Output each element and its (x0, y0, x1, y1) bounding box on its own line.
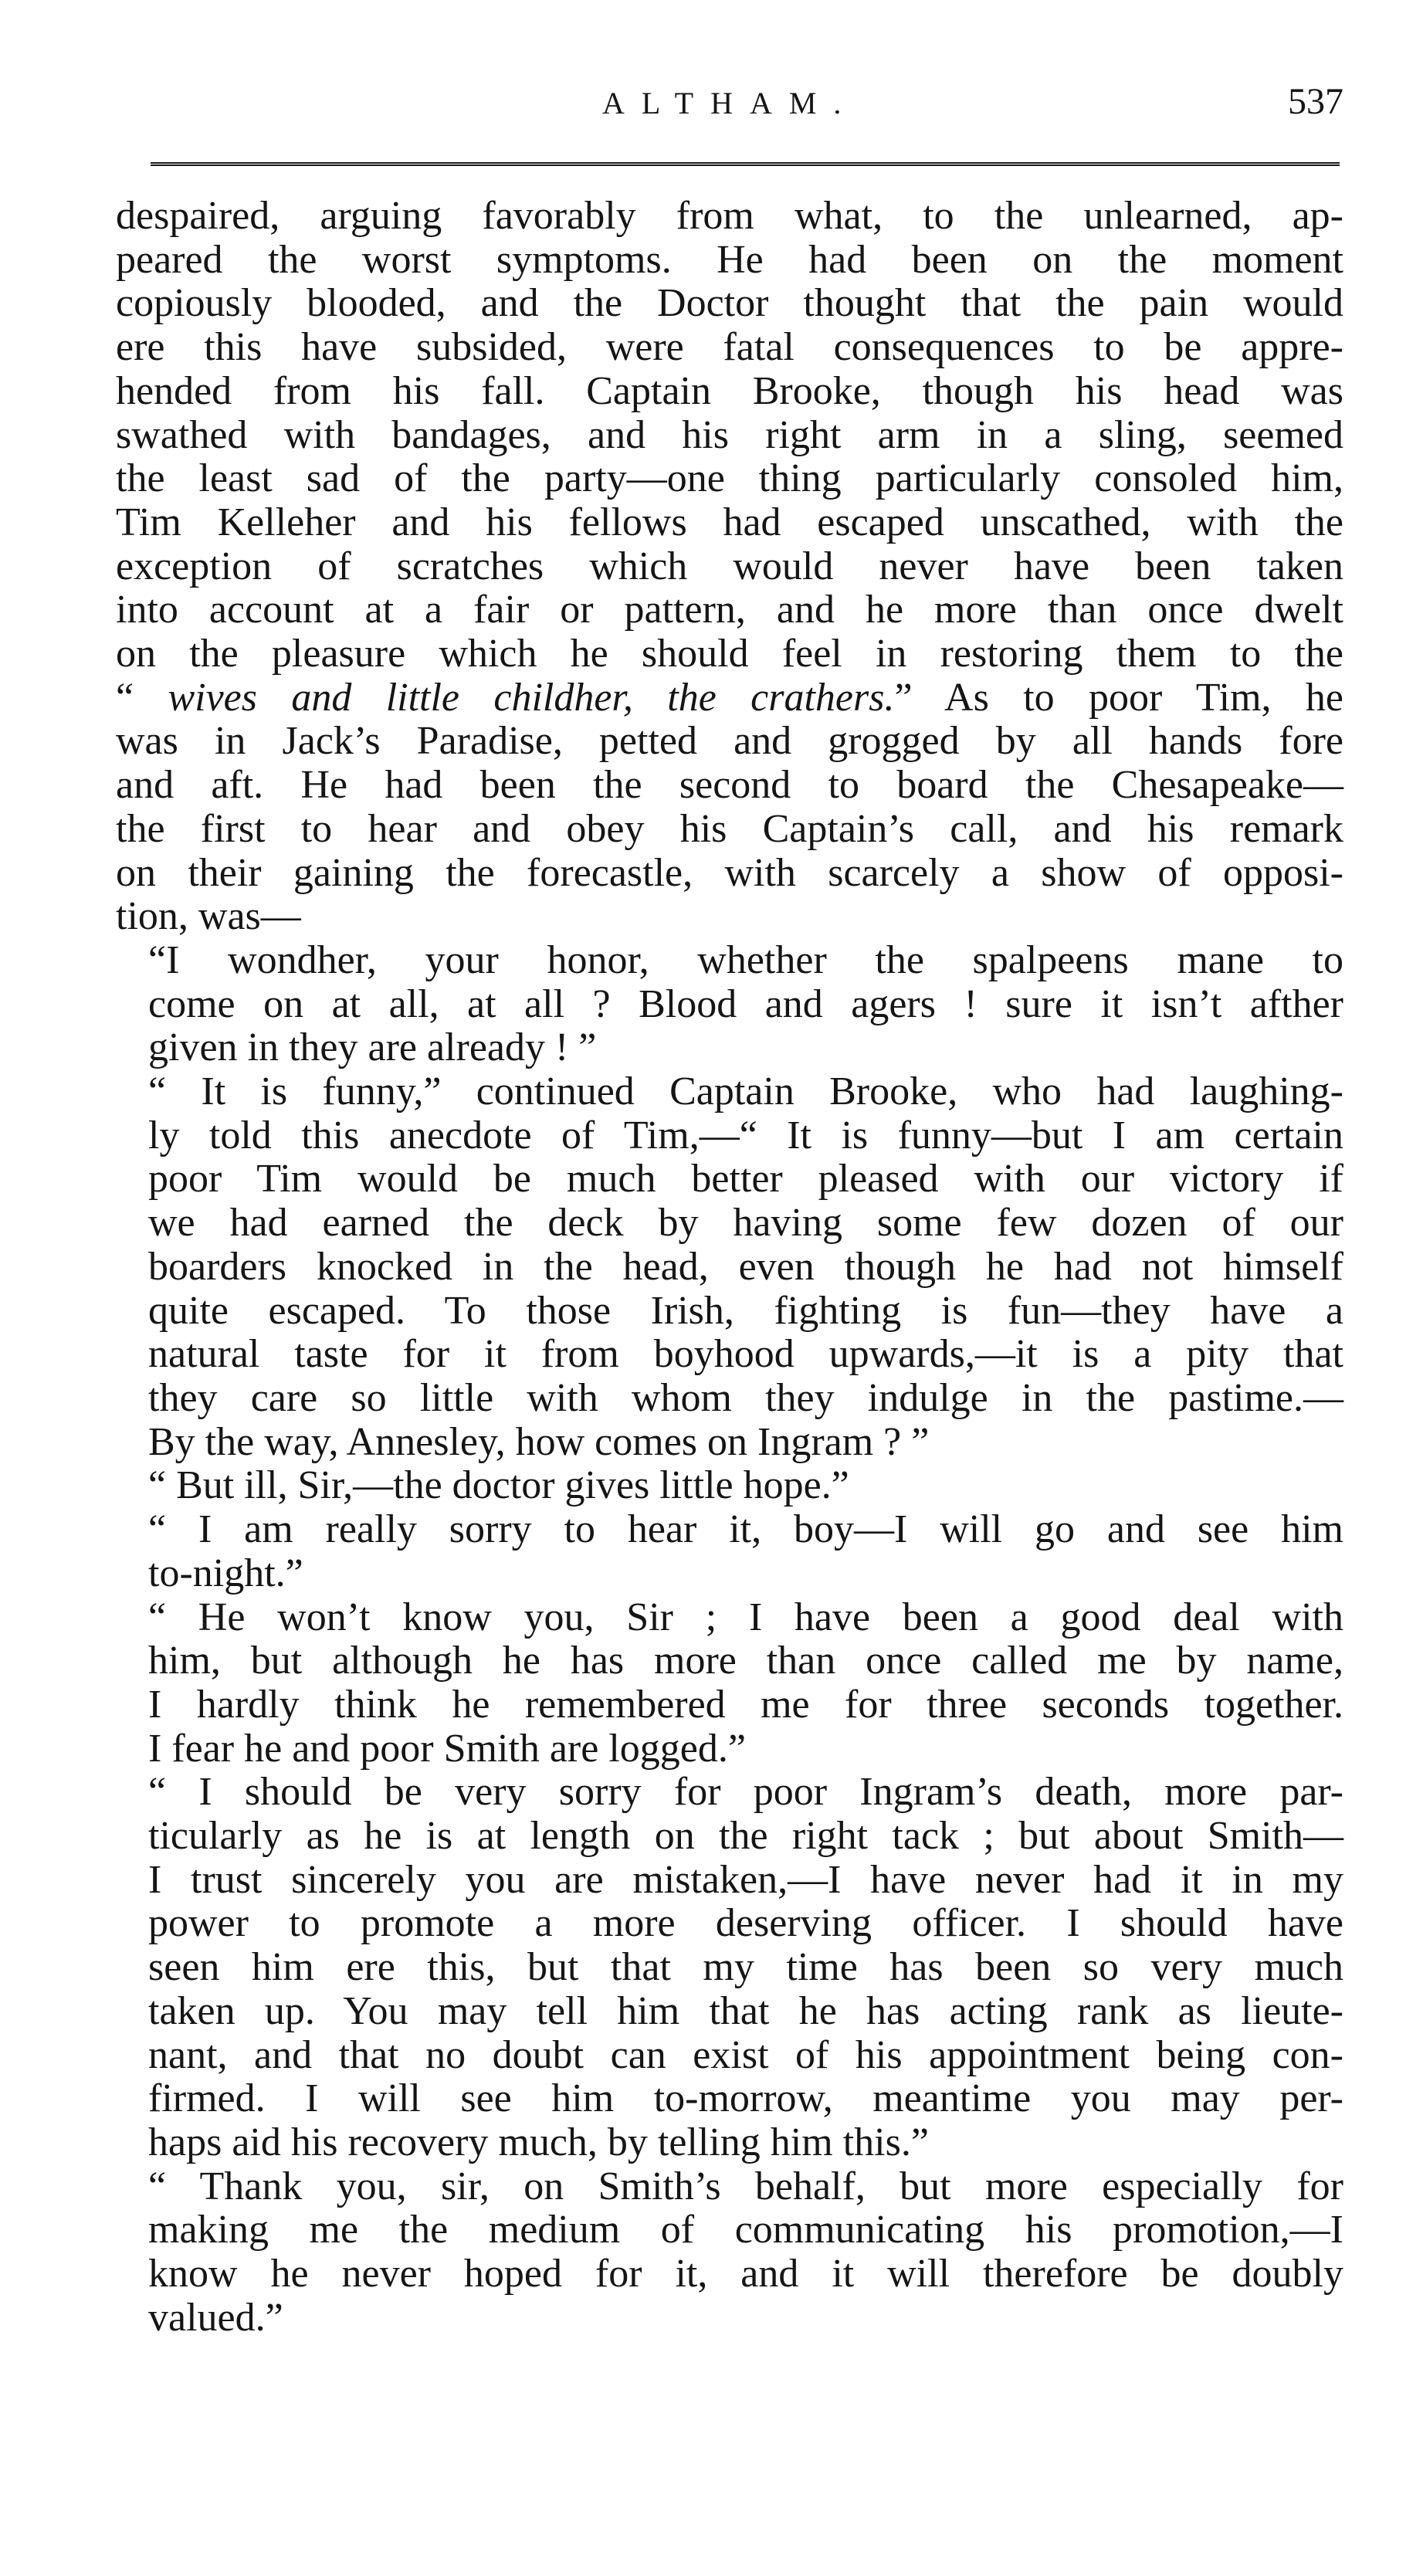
text-line: Tim Kelleher and his fellows had escaped unscathed, with the (116, 500, 1343, 544)
text-line: the first to hear and obey his Captain’s call, and his remark (116, 806, 1343, 851)
text-line: I fear he and poor Smith are logged.” (148, 1726, 746, 1771)
text-line: on their gaining the forecastle, with scarcely a show of opposi- (116, 850, 1343, 895)
text-line: peared the worst symptoms. He had been on the moment (116, 237, 1343, 282)
text-line: the least sad of the party—one thing particularly consoled him, (116, 456, 1343, 501)
text-line: ly told this anecdote of Tim,—“ It is funny—but I am certain (148, 1113, 1343, 1158)
text-line: ere this have subsided, were fatal consequences to be appre- (116, 325, 1343, 370)
paragraph (116, 2165, 1343, 2340)
quote-open: “ (116, 675, 168, 720)
text-line: boarders knocked in the head, even though he had not himself (148, 1244, 1343, 1289)
text-line: taken up. You may tell him that he has acting rank as lieute- (148, 1988, 1343, 2033)
text-line: “I wondher, your honor, whether the spalpeens mane to (148, 937, 1343, 982)
text-line: “ He won’t know you, Sir ; I have been a good deal with (148, 1595, 1343, 1639)
paragraph (116, 939, 1343, 1070)
text-line: ticularly as he is at length on the right tack ; but about Smith— (148, 1814, 1343, 1859)
text-line: nant, and that no doubt can exist of his appointment being con- (148, 2032, 1343, 2077)
text-line: into account at a fair or pattern, and he more than once dwelt (116, 588, 1343, 632)
text-line: they care so little with whom they indulge in the pastime.— (148, 1375, 1343, 1420)
text-line: “ I am really sorry to hear it, boy—I will go and see him (148, 1507, 1343, 1552)
text-line: I hardly think he remembered me for three seconds together. (148, 1682, 1343, 1727)
text-line: given in they are already ! ” (148, 1025, 597, 1070)
text-line: was in Jack’s Paradise, petted and grogged by all hands fore (116, 719, 1343, 764)
body-text (116, 195, 1343, 2340)
text-line-with-italic (116, 676, 1343, 720)
text-line: “ But ill, Sir,—the doctor gives little hope.” (148, 1463, 849, 1508)
paragraph (116, 1771, 1343, 2164)
text-line: despaired, arguing favorably from what, to the unlearned, ap- (116, 194, 1343, 238)
page-header (116, 77, 1343, 131)
text-line: haps aid his recovery much, by telling him this.” (148, 2120, 929, 2164)
paragraph (116, 195, 1343, 939)
text-line: valued.” (148, 2295, 283, 2340)
text-line: power to promote a more deserving officer. I should have (148, 1901, 1343, 1946)
text-line: I trust sincerely you are mistaken,—I have never had it in my (148, 1857, 1343, 1902)
text-line: natural taste for it from boyhood upwards,—it is a pity that (148, 1332, 1343, 1377)
paragraph (116, 1508, 1343, 1595)
text-line: to-night.” (148, 1551, 303, 1595)
text-line: exception of scratches which would never have been taken (116, 544, 1343, 588)
paragraph (116, 1596, 1343, 1771)
text-line: “ I should be very sorry for poor Ingram’s death, more par- (148, 1770, 1343, 1815)
paragraph (116, 1070, 1343, 1464)
text-line: making me the medium of communicating his promotion,—I (148, 2208, 1343, 2252)
page-number: 537 (1288, 81, 1343, 122)
text-line: tion, was— (116, 894, 301, 939)
text-line: “ Thank you, sir, on Smith’s behalf, but more especially for (148, 2164, 1343, 2208)
text-line: seen him ere this, but that my time has been so very much (148, 1945, 1343, 1990)
header-rule (151, 162, 1340, 166)
quote-close: ” As to poor Tim, he (894, 675, 1343, 720)
text-line: copiously blooded, and the Doctor thought that the pain would (116, 281, 1343, 326)
text-line: swathed with bandages, and his right arm in a sling, seemed (116, 412, 1343, 457)
paragraph (116, 1464, 1343, 1508)
text-line: we had earned the deck by having some few dozen of our (148, 1201, 1343, 1246)
text-line: and aft. He had been the second to board the Chesapeake— (116, 763, 1343, 808)
text-line: poor Tim would be much better pleased with our victory if (148, 1157, 1343, 1202)
text-line: quite escaped. To those Irish, fighting is fun—they have a (148, 1288, 1343, 1333)
text-line: on the pleasure which he should feel in restoring them to the (116, 632, 1343, 676)
running-head: ALTHAM. (602, 86, 859, 120)
text-line: know he never hoped for it, and it will therefore be doubly (148, 2252, 1343, 2296)
text-line: hended from his fall. Captain Brooke, though his head was (116, 368, 1343, 413)
text-line: “ It is funny,” continued Captain Brooke, who had laughing- (148, 1069, 1343, 1114)
italic-quote: wives and little childher, the crathers. (168, 675, 895, 720)
text-line: come on at all, at all ? Blood and agers ! sure it isn’t afther (148, 981, 1343, 1026)
text-line: By the way, Annesley, how comes on Ingram ? ” (148, 1419, 930, 1464)
text-line: firmed. I will see him to-morrow, meantime you may per- (148, 2076, 1343, 2121)
text-line: him, but although he has more than once called me by name, (148, 1639, 1343, 1683)
